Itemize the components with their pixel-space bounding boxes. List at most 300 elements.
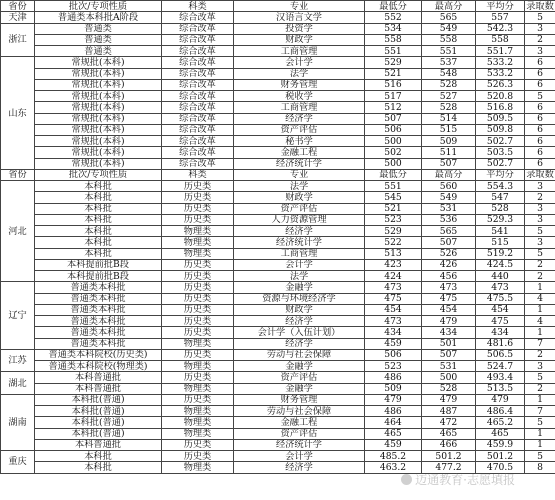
admitted-count-cell: 6 [525, 68, 555, 79]
batch-cell: 普通类 [35, 34, 162, 45]
category-cell: 历史类 [162, 304, 234, 315]
min-score-cell: 551 [365, 181, 422, 192]
avg-score-cell: 520.8 [476, 91, 525, 102]
min-score-cell: 516 [365, 79, 422, 90]
province-cell: 辽宁 [1, 282, 35, 350]
avg-score-cell: 541 [476, 226, 525, 237]
avg-score-cell: 503.5 [476, 147, 525, 158]
category-cell: 综合改革 [162, 113, 234, 124]
category-cell: 物理类 [162, 237, 234, 248]
admitted-count-cell: 2 [525, 383, 555, 394]
min-score-cell: 485.2 [365, 451, 422, 462]
major-cell: 经济统计学 [234, 439, 365, 450]
category-cell: 综合改革 [162, 79, 234, 90]
major-cell: 法学 [234, 181, 365, 192]
min-score-cell: 486 [365, 406, 422, 417]
admitted-count-cell: 6 [525, 147, 555, 158]
max-score-cell: 511 [422, 147, 476, 158]
category-cell: 综合改革 [162, 91, 234, 102]
avg-score-cell: 479 [476, 394, 525, 405]
category-cell: 历史类 [162, 203, 234, 214]
admitted-count-cell: 1 [525, 394, 555, 405]
table-row [1, 113, 555, 124]
min-score-cell: 521 [365, 68, 422, 79]
max-score-cell: 528 [422, 79, 476, 90]
min-score-cell: 534 [365, 23, 422, 34]
min-score-cell: 517 [365, 91, 422, 102]
table-row [1, 203, 555, 214]
column-header-province: 省份 [1, 1, 35, 12]
min-score-cell: 459 [365, 338, 422, 349]
max-score-cell: 434 [422, 327, 476, 338]
min-score-cell: 486 [365, 372, 422, 383]
min-score-cell: 512 [365, 102, 422, 113]
batch-cell: 普通类 [35, 23, 162, 34]
category-cell: 历史类 [162, 451, 234, 462]
avg-score-cell: 502.7 [476, 136, 525, 147]
major-cell: 投资学 [234, 23, 365, 34]
province-cell: 河北 [1, 181, 35, 282]
avg-score-cell: 528 [476, 203, 525, 214]
admitted-count-cell: 5 [525, 91, 555, 102]
avg-score-cell: 519.2 [476, 248, 525, 259]
admitted-count-cell: 3 [525, 361, 555, 372]
avg-score-cell: 524.7 [476, 361, 525, 372]
major-cell: 经济统计学 [234, 158, 365, 169]
category-cell: 历史类 [162, 439, 234, 450]
major-cell: 经济学 [234, 338, 365, 349]
batch-cell: 本科提前批B段 [35, 259, 162, 270]
major-cell: 法学 [234, 68, 365, 79]
major-cell: 财务管理 [234, 394, 365, 405]
batch-cell: 本科批 [35, 451, 162, 462]
avg-score-cell: 486.4 [476, 406, 525, 417]
min-score-cell: 434 [365, 327, 422, 338]
min-score-cell: 529 [365, 226, 422, 237]
category-cell: 综合改革 [162, 102, 234, 113]
min-score-cell: 473 [365, 282, 422, 293]
min-score-cell: 545 [365, 192, 422, 203]
batch-cell: 本科批 [35, 192, 162, 203]
table-row [1, 91, 555, 102]
min-score-cell: 552 [365, 12, 422, 23]
batch-cell: 常规批(本科) [35, 57, 162, 68]
min-score-cell: 424 [365, 271, 422, 282]
avg-score-cell: 533.2 [476, 57, 525, 68]
admitted-count-cell: 3 [525, 237, 555, 248]
category-cell: 综合改革 [162, 158, 234, 169]
province-cell: 山东 [1, 57, 35, 170]
table-row [1, 147, 555, 158]
column-header-admitted-count: 录取数 [526, 0, 554, 12]
batch-cell: 本科批 [35, 248, 162, 259]
category-cell: 历史类 [162, 192, 234, 203]
avg-score-cell: 547 [476, 192, 525, 203]
table-row [1, 46, 555, 57]
table-row [1, 417, 555, 428]
admitted-count-cell: 4 [525, 316, 555, 327]
min-score-cell: 509 [365, 383, 422, 394]
major-cell: 劳动与社会保障 [234, 349, 365, 360]
category-cell: 历史类 [162, 327, 234, 338]
max-score-cell: 549 [422, 23, 476, 34]
category-cell: 综合改革 [162, 124, 234, 135]
category-cell: 历史类 [162, 271, 234, 282]
table-row [1, 428, 555, 439]
batch-cell: 常规批(本科) [35, 79, 162, 90]
admitted-count-cell: 3 [525, 214, 555, 225]
max-score-cell: 560 [422, 181, 476, 192]
major-cell: 税收学 [234, 91, 365, 102]
category-cell: 综合改革 [162, 46, 234, 57]
min-score-cell: 551 [365, 46, 422, 57]
table-row [1, 372, 555, 383]
batch-cell: 本科提前批B段 [35, 271, 162, 282]
max-score-cell: 537 [422, 57, 476, 68]
batch-cell: 普通类本科批 [35, 316, 162, 327]
major-cell: 人力资源管理 [234, 214, 365, 225]
category-cell: 综合改革 [162, 57, 234, 68]
column-header-batch: 批次/专项性质 [35, 1, 162, 12]
major-cell: 金融学 [234, 282, 365, 293]
batch-cell: 本科批 [35, 214, 162, 225]
table-row [1, 439, 555, 450]
batch-cell: 普通类本科批 [35, 304, 162, 315]
min-score-cell: 506 [365, 349, 422, 360]
min-score-cell: 454 [365, 304, 422, 315]
max-score-cell: 528 [422, 383, 476, 394]
batch-cell: 普通类本科批 [35, 282, 162, 293]
major-cell: 财政学 [234, 192, 365, 203]
min-score-cell: 523 [365, 214, 422, 225]
avg-score-cell: 529.3 [476, 214, 525, 225]
admitted-count-cell: 6 [525, 102, 555, 113]
min-score-cell: 423 [365, 259, 422, 270]
batch-cell: 普通类 [35, 46, 162, 57]
batch-cell: 常规批(本科) [35, 91, 162, 102]
admitted-count-cell: 1 [525, 428, 555, 439]
major-cell: 财政学 [234, 304, 365, 315]
max-score-cell: 558 [422, 34, 476, 45]
max-score-cell: 515 [422, 124, 476, 135]
max-score-cell: 509 [422, 136, 476, 147]
admitted-count-cell: 1 [525, 304, 555, 315]
admitted-count-cell: 5 [525, 417, 555, 428]
table-row [1, 23, 555, 34]
avg-score-cell: 473 [476, 282, 525, 293]
avg-score-cell: 440 [476, 271, 525, 282]
max-score-cell: 531 [422, 361, 476, 372]
table-row [1, 451, 555, 462]
major-cell: 工商管理 [234, 46, 365, 57]
admitted-count-cell: 3 [525, 203, 555, 214]
column-header-province: 省份 [1, 169, 35, 180]
avg-score-cell: 434 [476, 327, 525, 338]
major-cell: 会计学（入伍计划） [234, 327, 365, 338]
category-cell: 综合改革 [162, 136, 234, 147]
batch-cell: 本科批 [35, 226, 162, 237]
major-cell: 金融学 [234, 361, 365, 372]
max-score-cell: 501 [422, 338, 476, 349]
admitted-count-cell: 6 [525, 57, 555, 68]
category-cell: 历史类 [162, 349, 234, 360]
avg-score-cell: 465 [476, 428, 525, 439]
major-cell: 财务管理 [234, 79, 365, 90]
province-cell: 湖北 [1, 372, 35, 395]
max-score-cell: 475 [422, 293, 476, 304]
table-row [1, 293, 555, 304]
batch-cell: 本科普通批 [35, 383, 162, 394]
avg-score-cell: 459.9 [476, 439, 525, 450]
province-cell: 湖南 [1, 394, 35, 450]
table-row [1, 12, 555, 23]
max-score-cell: 473 [422, 282, 476, 293]
table-row [1, 79, 555, 90]
admitted-count-cell: 5 [525, 372, 555, 383]
min-score-cell: 558 [365, 34, 422, 45]
batch-cell: 本科批 [35, 462, 162, 473]
column-header-max-score: 最高分 [422, 169, 476, 180]
avg-score-cell: 551.7 [476, 46, 525, 57]
column-header-category: 科类 [162, 169, 234, 180]
avg-score-cell: 542.3 [476, 23, 525, 34]
table-row [1, 361, 555, 372]
avg-score-cell: 533.2 [476, 68, 525, 79]
max-score-cell: 548 [422, 68, 476, 79]
major-cell: 资源与环境经济学 [234, 293, 365, 304]
major-cell: 汉语言文学 [234, 12, 365, 23]
major-cell: 金融工程 [234, 147, 365, 158]
min-score-cell: 529 [365, 57, 422, 68]
column-header-min-score: 最低分 [365, 169, 422, 180]
batch-cell: 本科普通批 [35, 372, 162, 383]
table-row [1, 406, 555, 417]
batch-cell: 本科批(普通) [35, 417, 162, 428]
batch-cell: 常规批(本科) [35, 124, 162, 135]
category-cell: 物理类 [162, 417, 234, 428]
major-cell: 资产评估 [234, 124, 365, 135]
batch-cell: 普通类本科批A阶段 [35, 12, 162, 23]
admitted-count-cell: 3 [525, 23, 555, 34]
avg-score-cell: 502.7 [476, 158, 525, 169]
admitted-count-cell: 5 [525, 451, 555, 462]
max-score-cell: 507 [422, 237, 476, 248]
table-row [1, 248, 555, 259]
major-cell: 秘书学 [234, 136, 365, 147]
batch-cell: 常规批(本科) [35, 102, 162, 113]
table-row [1, 327, 555, 338]
avg-score-cell: 557 [476, 12, 525, 23]
major-cell: 经济学 [234, 462, 365, 473]
admitted-count-cell: 1 [525, 282, 555, 293]
max-score-cell: 456 [422, 271, 476, 282]
column-header-avg-score: 平均分 [476, 169, 525, 180]
avg-score-cell: 558 [476, 34, 525, 45]
min-score-cell: 506 [365, 124, 422, 135]
category-cell: 历史类 [162, 259, 234, 270]
batch-cell: 常规批(本科) [35, 68, 162, 79]
max-score-cell: 466 [422, 439, 476, 450]
table-row [1, 349, 555, 360]
table-row [1, 394, 555, 405]
major-cell: 资产评估 [234, 203, 365, 214]
category-cell: 历史类 [162, 293, 234, 304]
table-row [1, 181, 555, 192]
table-row [1, 338, 555, 349]
min-score-cell: 475 [365, 293, 422, 304]
admitted-count-cell: 3 [525, 181, 555, 192]
batch-cell: 本科批(普通) [35, 428, 162, 439]
column-header-batch: 批次/专项性质 [35, 169, 162, 180]
min-score-cell: 507 [365, 113, 422, 124]
admitted-count-cell: 5 [525, 226, 555, 237]
avg-score-cell: 481.6 [476, 338, 525, 349]
admitted-count-cell: 2 [525, 192, 555, 203]
column-header-major: 专业 [234, 1, 365, 12]
batch-cell: 普通类本科院校(历史类) [35, 349, 162, 360]
table-row [1, 259, 555, 270]
major-cell: 工商管理 [234, 248, 365, 259]
admitted-count-cell: 3 [525, 46, 555, 57]
major-cell: 经济学 [234, 226, 365, 237]
province-cell: 天津 [1, 12, 35, 23]
table-header-row [1, 169, 555, 180]
admitted-count-cell: 7 [525, 406, 555, 417]
column-header-min-score: 最低分 [365, 1, 422, 12]
batch-cell: 本科批 [35, 237, 162, 248]
avg-score-cell: 554.3 [476, 181, 525, 192]
table-row [1, 34, 555, 45]
major-cell: 经济统计学 [234, 237, 365, 248]
max-score-cell: 501.2 [422, 451, 476, 462]
max-score-cell: 527 [422, 91, 476, 102]
category-cell: 物理类 [162, 428, 234, 439]
table-row [1, 136, 555, 147]
column-header-major: 专业 [234, 169, 365, 180]
category-cell: 历史类 [162, 214, 234, 225]
table-row [1, 383, 555, 394]
category-cell: 综合改革 [162, 68, 234, 79]
avg-score-cell: 509.5 [476, 113, 525, 124]
batch-cell: 本科批(普通) [35, 406, 162, 417]
table-row [1, 304, 555, 315]
column-header-max-score: 最高分 [422, 1, 476, 12]
avg-score-cell: 501.2 [476, 451, 525, 462]
table-row [1, 68, 555, 79]
avg-score-cell: 470.5 [476, 462, 525, 473]
max-score-cell: 551 [422, 46, 476, 57]
category-cell: 历史类 [162, 372, 234, 383]
avg-score-cell: 509.8 [476, 124, 525, 135]
major-cell: 会计学 [234, 451, 365, 462]
max-score-cell: 549 [422, 192, 476, 203]
max-score-cell: 454 [422, 304, 476, 315]
table-row [1, 192, 555, 203]
batch-cell: 普通类本科批 [35, 293, 162, 304]
min-score-cell: 463.2 [365, 462, 422, 473]
table-row [1, 462, 555, 473]
major-cell: 法学 [234, 271, 365, 282]
admitted-count-cell: 2 [525, 349, 555, 360]
admitted-count-cell: 7 [525, 338, 555, 349]
min-score-cell: 522 [365, 237, 422, 248]
table-row [1, 316, 555, 327]
min-score-cell: 479 [365, 394, 422, 405]
major-cell: 工商管理 [234, 102, 365, 113]
max-score-cell: 426 [422, 259, 476, 270]
category-cell: 物理类 [162, 248, 234, 259]
avg-score-cell: 506.5 [476, 349, 525, 360]
major-cell: 会计学 [234, 57, 365, 68]
max-score-cell: 528 [422, 102, 476, 113]
major-cell: 会计学 [234, 259, 365, 270]
province-cell: 江苏 [1, 349, 35, 372]
avg-score-cell: 515 [476, 237, 525, 248]
avg-score-cell: 475 [476, 316, 525, 327]
major-cell: 经济学 [234, 113, 365, 124]
max-score-cell: 531 [422, 203, 476, 214]
avg-score-cell: 424.5 [476, 259, 525, 270]
min-score-cell: 500 [365, 136, 422, 147]
category-cell: 物理类 [162, 462, 234, 473]
max-score-cell: 477.2 [422, 462, 476, 473]
category-cell: 综合改革 [162, 34, 234, 45]
watermark-logo-icon [401, 474, 412, 485]
column-header-avg-score: 平均分 [476, 1, 525, 12]
batch-cell: 本科普通批 [35, 439, 162, 450]
min-score-cell: 500 [365, 158, 422, 169]
max-score-cell: 500 [422, 372, 476, 383]
major-cell: 财政学 [234, 34, 365, 45]
batch-cell: 本科批 [35, 181, 162, 192]
major-cell: 资产评估 [234, 372, 365, 383]
max-score-cell: 536 [422, 214, 476, 225]
watermark: 迈通教育·志愿填报 [401, 471, 515, 488]
province-cell: 浙江 [1, 23, 35, 57]
column-header-admitted-count: 录取数 [526, 169, 554, 181]
batch-cell: 普通类本科院校(物理类) [35, 361, 162, 372]
min-score-cell: 502 [365, 147, 422, 158]
batch-cell: 本科批(普通) [35, 394, 162, 405]
max-score-cell: 479 [422, 316, 476, 327]
batch-cell: 常规批(本科) [35, 147, 162, 158]
admitted-count-cell: 1 [525, 327, 555, 338]
min-score-cell: 521 [365, 203, 422, 214]
table-row [1, 214, 555, 225]
table-row [1, 271, 555, 282]
category-cell: 历史类 [162, 394, 234, 405]
category-cell: 历史类 [162, 316, 234, 327]
max-score-cell: 472 [422, 417, 476, 428]
category-cell: 物理类 [162, 338, 234, 349]
max-score-cell: 507 [422, 158, 476, 169]
major-cell: 金融工程 [234, 417, 365, 428]
batch-cell: 普通类本科批 [35, 327, 162, 338]
major-cell: 金融学 [234, 383, 365, 394]
min-score-cell: 465 [365, 428, 422, 439]
avg-score-cell: 513.5 [476, 383, 525, 394]
category-cell: 综合改革 [162, 12, 234, 23]
admitted-count-cell: 5 [525, 248, 555, 259]
batch-cell: 普通类本科批 [35, 338, 162, 349]
major-cell: 资产评估 [234, 428, 365, 439]
admitted-count-cell: 4 [525, 293, 555, 304]
category-cell: 物理类 [162, 406, 234, 417]
table-row [1, 237, 555, 248]
admitted-count-cell: 6 [525, 124, 555, 135]
column-header-category: 科类 [162, 1, 234, 12]
max-score-cell: 565 [422, 226, 476, 237]
